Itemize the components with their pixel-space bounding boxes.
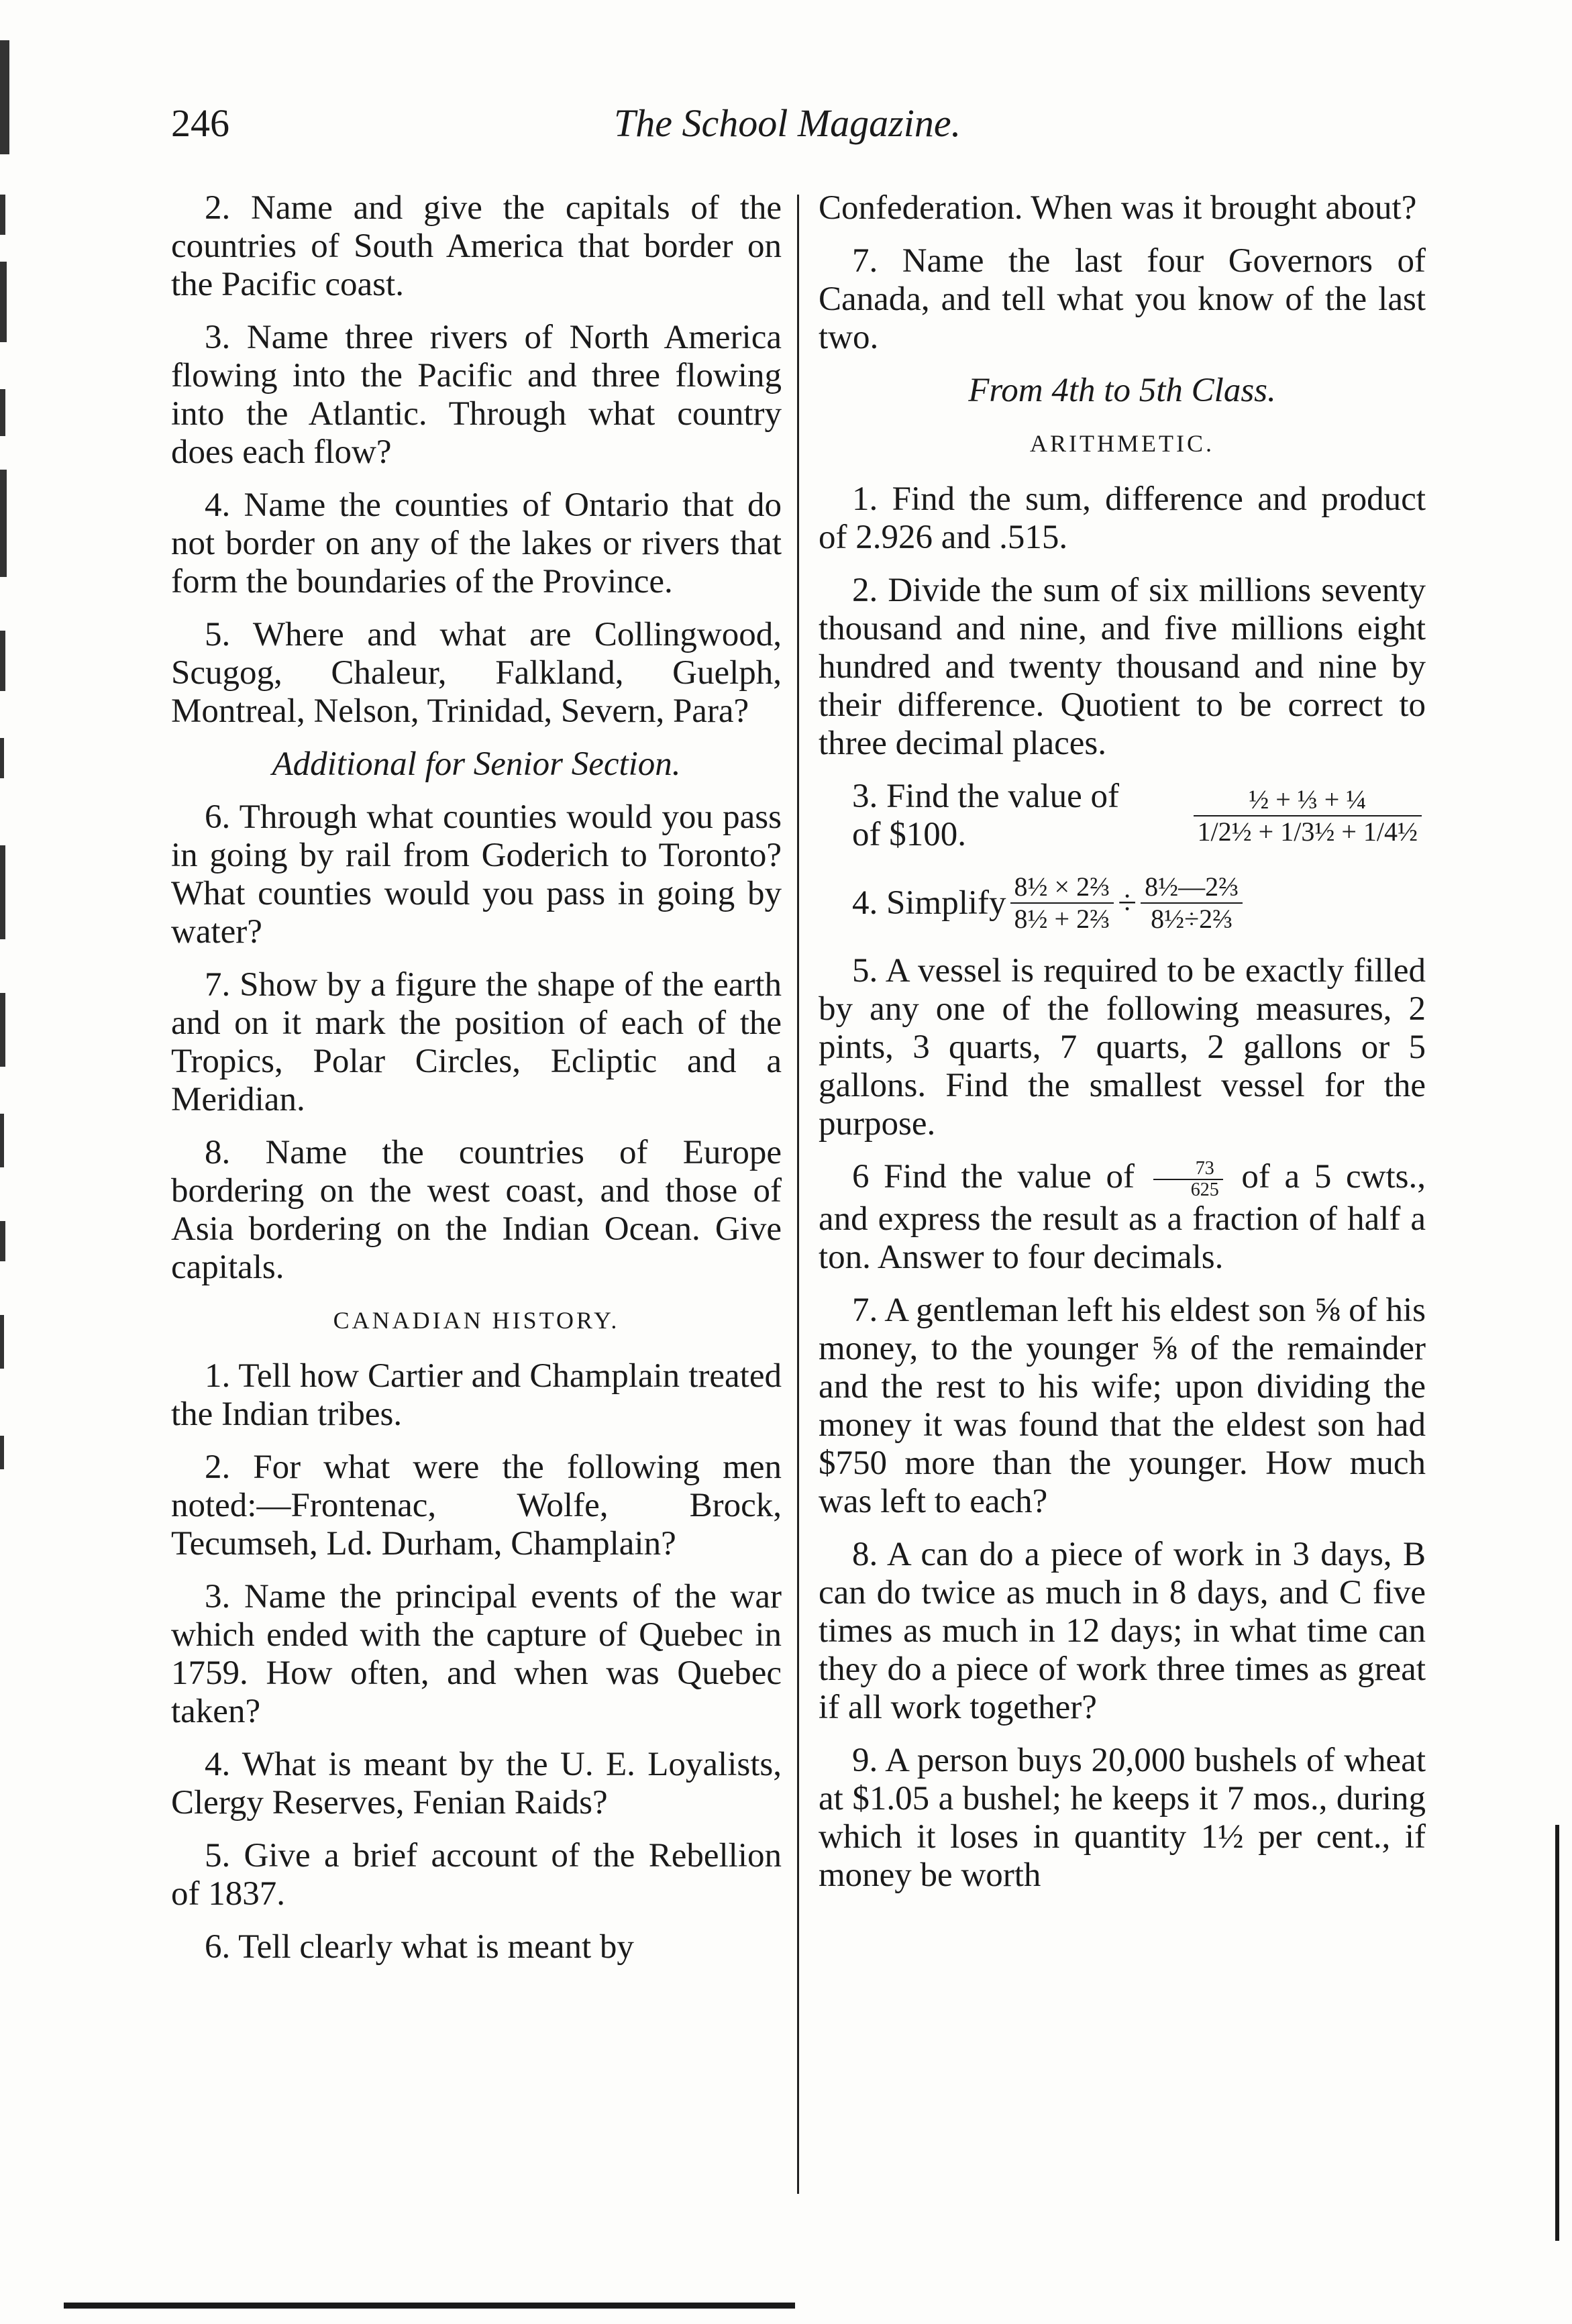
geography-question-6: 6. Through what counties would you pass in going by rail from Goderich to Toronto? What counties would you pass in going by water?: [171, 798, 782, 951]
scan-right-edge-line: [1555, 1825, 1559, 2241]
geography-question-2: 2. Name and give the capitals of the countries of South America that border on the Pacific coast.: [171, 189, 782, 303]
right-column: [819, 189, 1426, 1909]
class-heading: From 4th to 5th Class.: [968, 372, 1276, 409]
history-question-4: 4. What is meant by the U. E. Loyalists, Clergy Reserves, Fenian Raids?: [171, 1746, 782, 1821]
arithmetic-question-4: [819, 872, 1426, 935]
geography-question-8: 8. Name the countries of Europe bordering on the west coast, and those of Asia bordering on the Indian Ocean. Give capitals.: [171, 1134, 782, 1286]
question-3-label: 3. Find the value of of $100.: [852, 778, 1120, 853]
arithmetic-heading: ARITHMETIC.: [1030, 430, 1214, 457]
page-number: 246: [171, 101, 229, 145]
arithmetic-question-1: 1. Find the sum, difference and product of 2.926 and .515.: [819, 480, 1426, 556]
arithmetic-question-6: 6 Find the value of $\frac{73}{625}$ of a 5 cwts., and express the result as a fraction of half a ton. Answer to four decimals.: [819, 1158, 1426, 1277]
arithmetic-question-9: 9. A person buys 20,000 bushels of wheat at $1.05 a bushel; he keeps it 7 mos., during which it loses in quantity 1½ per cent., if money be worth: [819, 1742, 1426, 1895]
question-4-fraction-1: $\frac{\text{8½ × 2⅔}}{\text{8½ + 2⅔}}$: [1010, 872, 1114, 935]
running-header: [171, 101, 1432, 161]
canadian-history-heading: CANADIAN HISTORY.: [333, 1307, 620, 1334]
running-title: The School Magazine.: [614, 101, 961, 145]
arithmetic-question-7: 7. A gentleman left his eldest son ⅝ of his money, to the younger ⅝ of the remainder and the rest to his wife; upon dividing the money it was found that the eldest son had $750 more than the younger. How much was left to each?: [819, 1291, 1426, 1521]
history-question-5: 5. Give a brief account of the Rebellion of 1837.: [171, 1837, 782, 1913]
left-column: [171, 189, 782, 1981]
question-6-fraction: $\frac{73}{625}$: [1153, 1159, 1223, 1200]
column-divider: [797, 195, 799, 2194]
question-4-fraction-2: $\frac{\text{8½—2⅔}}{\text{8½÷2⅔}}$: [1141, 872, 1243, 935]
question-3-fraction: $\frac{\text{½ + ⅓ + ¼}}{\text{1/2½ + 1/3½ + 1/4½}}$: [1194, 784, 1422, 847]
history-question-3: 3. Name the principal events of the war which ended with the capture of Quebec in 1759. How often, and when was Quebec taken?: [171, 1578, 782, 1730]
history-question-1: 1. Tell how Cartier and Champlain treated the Indian tribes.: [171, 1357, 782, 1433]
geography-question-4: 4. Name the counties of Ontario that do not border on any of the lakes or rivers that form the boundaries of the Province.: [171, 486, 782, 600]
arithmetic-question-5: 5. A vessel is required to be exactly filled by any one of the following measures, 2 pints, 3 quarts, 7 quarts, 2 gallons or 5 gallons. Find the smallest vessel for the purpose.: [819, 952, 1426, 1143]
question-4-label: 4. Simplify: [852, 884, 1006, 922]
history-question-6: 6. Tell clearly what is meant by: [205, 1928, 634, 1966]
geography-question-7: 7. Show by a figure the shape of the earth and on it mark the position of each of the Tropics, Polar Circles, Ecliptic and a Meridian.: [171, 966, 782, 1118]
arithmetic-question-2: 2. Divide the sum of six millions seventy thousand and nine, and five millions eight hundred and twenty thousand and nine by their difference. Quotient to be correct to three decimal places.: [819, 572, 1426, 762]
geography-question-5: 5. Where and what are Collingwood, Scugog, Chaleur, Falkland, Guelph, Montreal, Nelson, Trinidad, Severn, Para?: [171, 616, 782, 730]
arithmetic-question-8: 8. A can do a piece of work in 3 days, B can do twice as much in 8 days, and C five times as much in 12 days; in what time can they do a piece of work three times as great if all work together?: [819, 1536, 1426, 1727]
arithmetic-question-3: [819, 778, 1426, 854]
history-question-7: 7. Name the last four Governors of Canada, and tell what you know of the last two.: [819, 242, 1426, 356]
senior-section-heading: Additional for Senior Section.: [272, 745, 681, 783]
division-sign: ÷: [1118, 884, 1137, 922]
geography-question-3: 3. Name three rivers of North America flowing into the Pacific and three flowing into the Atlantic. Through what country does each flow?: [171, 319, 782, 471]
scan-edge-marks: [0, 40, 15, 1556]
scan-bottom-edge-line: [64, 2303, 795, 2309]
history-question-2: 2. For what were the following men noted:—Frontenac, Wolfe, Brock, Tecumseh, Ld. Durham, Champlain?: [171, 1448, 782, 1563]
history-question-6-continued: Confederation. When was it brought about?: [819, 189, 1417, 227]
